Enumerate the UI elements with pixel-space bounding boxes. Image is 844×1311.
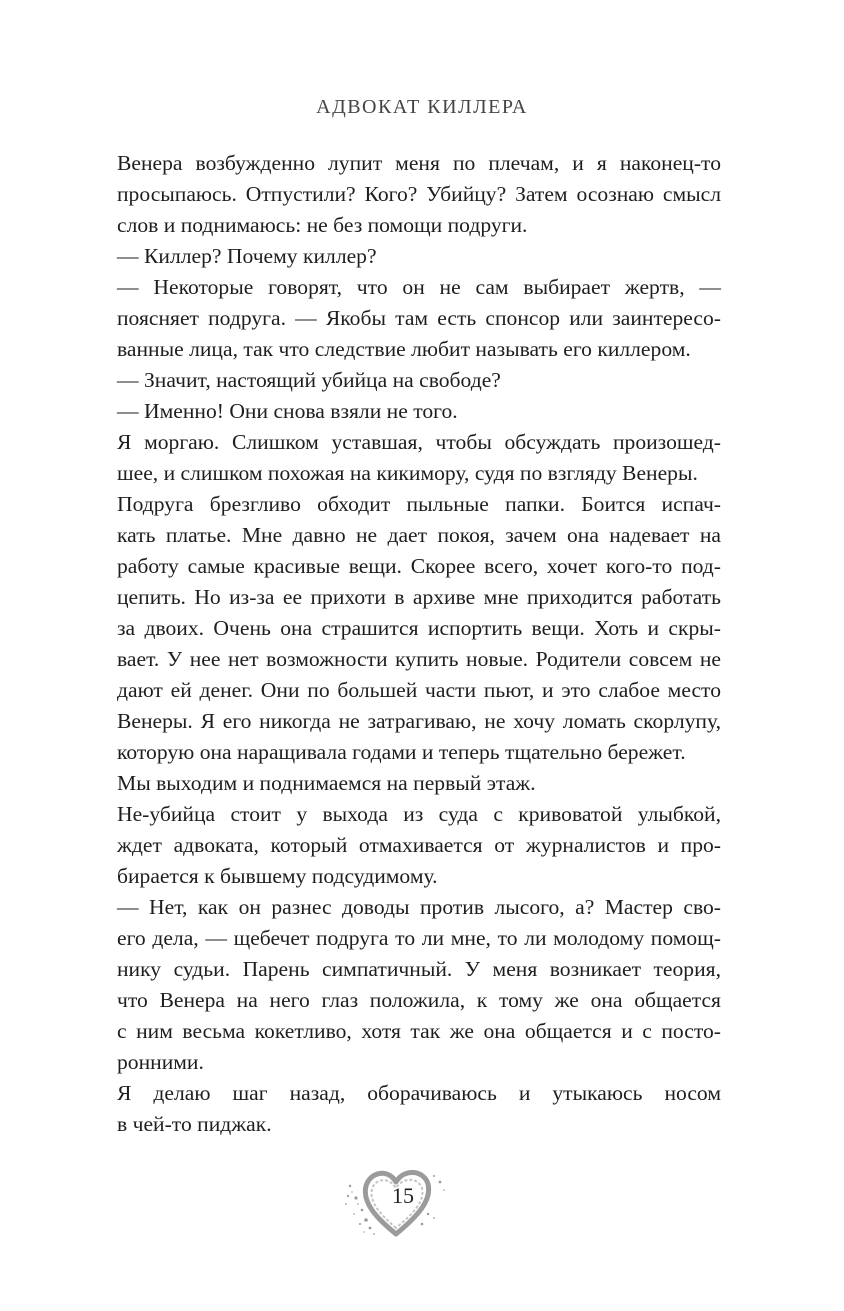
text-line: в чей-то пиджак. bbox=[117, 1112, 272, 1136]
text-line: — Значит, настоящий убийца на свободе? bbox=[117, 368, 501, 392]
text-line: Я делаю шаг назад, оборачиваюсь и утыкаюсь носом bbox=[117, 1081, 721, 1105]
text-line: слов и поднимаюсь: не без помощи подруги. bbox=[117, 213, 528, 237]
text-line: нику судьи. Парень симпатичный. У меня возникает теория, bbox=[117, 957, 721, 981]
text-line: шее, и слишком похожая на кикимору, судя по взгляду Венеры. bbox=[117, 461, 698, 485]
text-line: — Киллер? Почему киллер? bbox=[117, 244, 377, 268]
text-line: с ним весьма кокетливо, хотя так же она общается и с посто- bbox=[117, 1019, 721, 1043]
text-line: — Именно! Они снова взяли не того. bbox=[117, 399, 458, 423]
text-line: цепить. Но из-за ее прихоти в архиве мне приходится работать bbox=[117, 585, 721, 609]
text-line: которую она наращивала годами и теперь тщательно бережет. bbox=[117, 740, 686, 764]
body-text bbox=[117, 148, 721, 1140]
text-line: вает. У нее нет возможности купить новые. Родители совсем не bbox=[117, 647, 721, 671]
text-line: кать платье. Мне давно не дает покоя, зачем она надевает на bbox=[117, 523, 721, 547]
text-line: что Венера на него глаз положила, к тому же она общается bbox=[117, 988, 721, 1012]
text-line: ванные лица, так что следствие любит называть его киллером. bbox=[117, 337, 691, 361]
text-line: — Нет, как он разнес доводы против лысого, а? Мастер сво- bbox=[117, 895, 721, 919]
text-line: Венеры. Я его никогда не затрагиваю, не хочу ломать скорлупу, bbox=[117, 709, 721, 733]
text-line: Я моргаю. Слишком уставшая, чтобы обсуждать произошед- bbox=[117, 430, 721, 454]
text-line: просыпаюсь. Отпустили? Кого? Убийцу? Затем осознаю смысл bbox=[117, 182, 721, 206]
page-number: 15 bbox=[392, 1183, 414, 1208]
text-line: Не-убийца стоит у выхода из суда с кривоватой улыбкой, bbox=[117, 802, 721, 826]
running-head: АДВОКАТ КИЛЛЕРА bbox=[316, 96, 528, 118]
text-line: ждет адвоката, который отмахивается от журналистов и про- bbox=[117, 833, 721, 857]
text-line: Подруга брезгливо обходит пыльные папки. Боится испач- bbox=[117, 492, 721, 516]
text-line: бирается к бывшему подсудимому. bbox=[117, 864, 438, 888]
text-line: его дела, — щебечет подруга то ли мне, то ли молодому помощ- bbox=[117, 926, 721, 950]
text-line: ронними. bbox=[117, 1050, 204, 1074]
text-line: Венера возбужденно лупит меня по плечам, и я наконец-то bbox=[117, 151, 721, 175]
text-line: дают ей денег. Они по большей части пьют, и это слабое место bbox=[117, 678, 721, 702]
text-line: Мы выходим и поднимаемся на первый этаж. bbox=[117, 771, 536, 795]
text-line: работу самые красивые вещи. Скорее всего, хочет кого-то под- bbox=[117, 554, 721, 578]
text-line: — Некоторые говорят, что он не сам выбирает жертв, — bbox=[117, 275, 721, 299]
text-line: поясняет подруга. — Якобы там есть спонсор или заинтересо- bbox=[117, 306, 721, 330]
text-line: за двоих. Очень она страшится испортить вещи. Хоть и скры- bbox=[117, 616, 721, 640]
